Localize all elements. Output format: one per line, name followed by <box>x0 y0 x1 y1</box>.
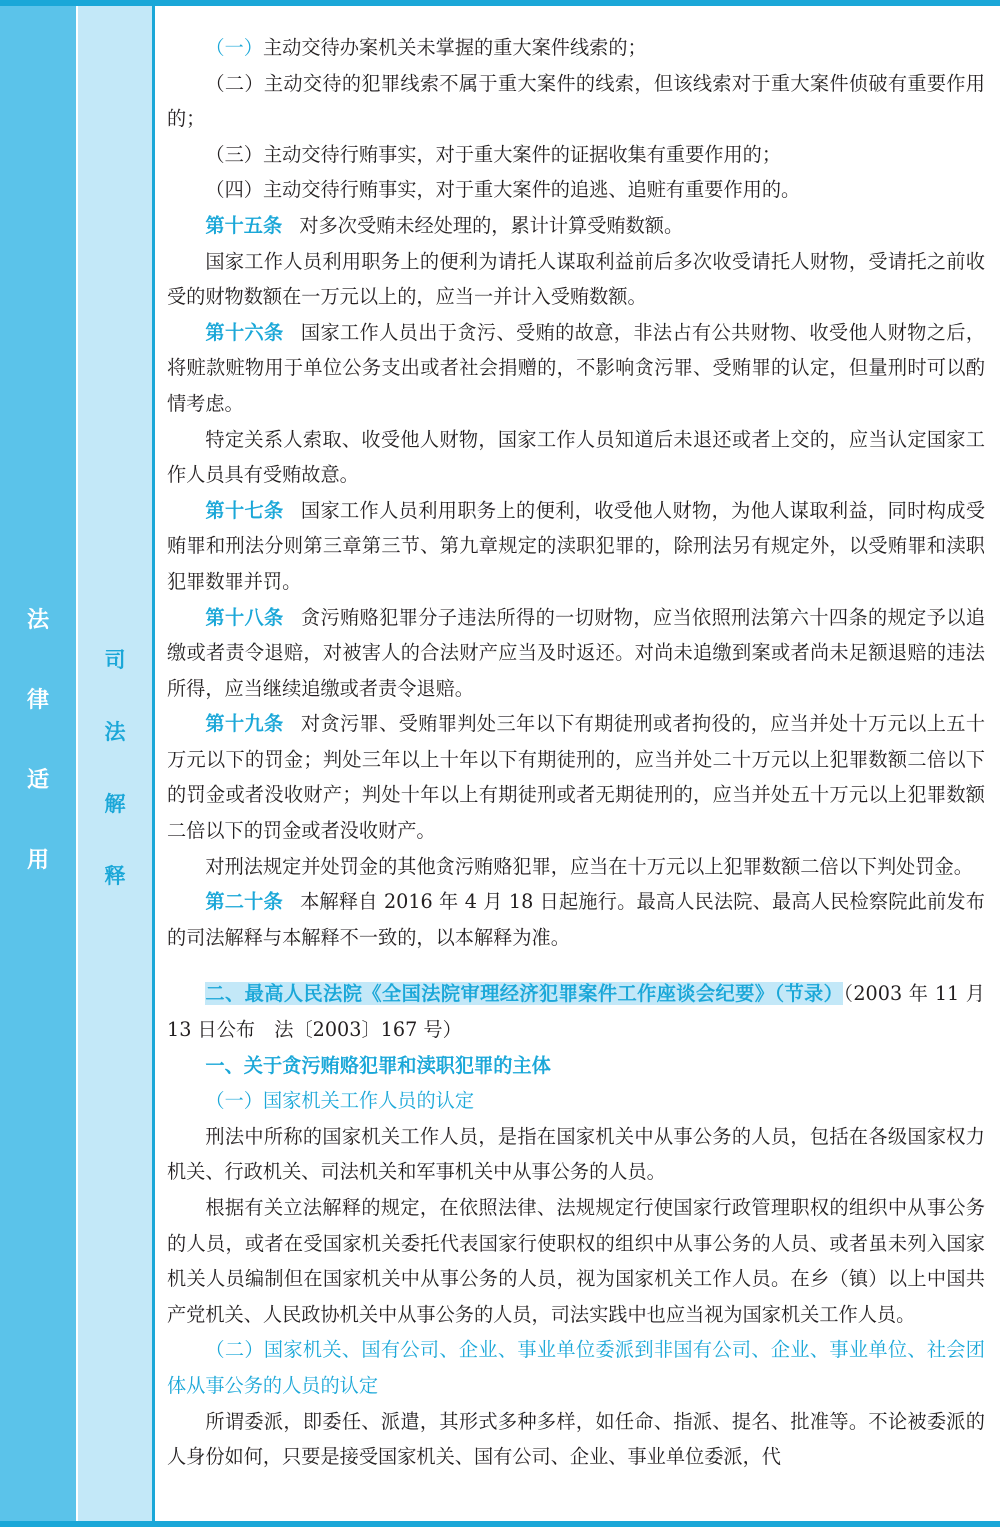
article-text: 本解释自 2016 年 4 月 18 日起施行。最高人民法院、最高人民检察院此前发布的司法解释与本解释不一致的，以本解释为准。 <box>167 890 985 949</box>
sidebar-inner-char: 法 <box>104 720 126 744</box>
paragraph: 所谓委派，即委任、派遣，其形式多种多样，如任命、指派、提名、批准等。不论被委派的人身份如何，只要是接受国家机关、国有公司、企业、事业单位委派，代 <box>167 1409 985 1469</box>
paragraph: 对刑法规定并处罚金的其他贪污贿赂犯罪，应当在十万元以上犯罪数额二倍以下判处罚金。 <box>205 854 973 878</box>
item-text: （二）主动交待的犯罪线索不属于重大案件的线索，但该线索对于重大案件侦破有重要作用的； <box>167 71 985 131</box>
article-title: 第十六条 <box>205 320 284 344</box>
bottom-border <box>0 1521 1000 1527</box>
page-content <box>167 30 985 1475</box>
item-text: （三）主动交待行贿事实，对于重大案件的证据收集有重要作用的； <box>205 142 782 166</box>
sidebar-outer <box>0 6 78 1521</box>
article-title: 第十九条 <box>205 712 284 736</box>
list-item <box>167 172 985 208</box>
sidebar-outer-char: 适 <box>26 768 49 793</box>
article-17 <box>167 493 985 600</box>
article-title: 第十八条 <box>205 605 284 629</box>
subsection-heading: （二）国家机关、国有公司、企业、事业单位委派到非国有公司、企业、事业单位、社会团体从事公务的人员的认定 <box>167 1338 985 1397</box>
article-16 <box>167 315 985 422</box>
article-text: 对贪污罪、受贿罪判处三年以下有期徒刑或者拘役的，应当并处十万元以上五十万元以下的罚金；判处三年以上十年以下有期徒刑的，应当并处二十万元以上犯罪数额二倍以下的罚金或者没收财产；判处十年以上有期徒刑或者无期徒刑的，应当并处五十万元以上犯罪数额二倍以下的罚金或者没收财产。 <box>167 712 986 843</box>
sidebar-inner-char: 释 <box>104 864 126 888</box>
sidebar-outer-label <box>0 606 76 926</box>
item-text: 主动交待办案机关未掌握的重大案件线索的； <box>262 36 647 59</box>
item-text: （四）主动交待行贿事实，对于重大案件的追逃、追赃有重要作用的。 <box>205 178 801 202</box>
article-text: 国家工作人员利用职务上的便利，收受他人财物，为他人谋取利益，同时构成受贿罪和刑法分则第三章第三节、第九章规定的渎职犯罪的，除刑法另有规定外，以受贿罪和渎职犯罪数罪并罚。 <box>167 498 986 593</box>
article-title: 第十五条 <box>205 213 283 237</box>
article-20 <box>167 884 985 955</box>
article-15 <box>167 208 985 244</box>
document-meta: （2003 年 11 月 13 日公布 法〔2003〕167 号） <box>167 982 985 1042</box>
paragraph: 刑法中所称的国家机关工作人员，是指在国家机关中从事公务的人员，包括在各级国家权力机关、行政机关、司法机关和军事机关中从事公务的人员。 <box>167 1124 985 1184</box>
sidebar-inner-label <box>78 646 152 934</box>
list-item <box>167 30 985 66</box>
item-number: （一） <box>205 36 263 59</box>
paragraph: 根据有关立法解释的规定，在依照法律、法规规定行使国家行政管理职权的组织中从事公务的人员，或者在受国家机关委托代表国家行使职权的组织中从事公务的人员、或者虽未列入国家机关人员编制但在国家机关中从事公务的人员，视为国家机关工作人员。在乡（镇）以上中国共产党机关、人民政协机关中从事公务的人员，司法实践中也应当视为国家机关工作人员。 <box>167 1196 985 1326</box>
article-title: 第十七条 <box>205 498 284 522</box>
document-title: 二、最高人民法院《全国法院审理经济犯罪案件工作座谈会纪要》（节录） <box>205 982 844 1006</box>
article-text: 对多次受贿未经处理的，累计计算受贿数额。 <box>299 213 684 237</box>
spacer <box>167 955 985 976</box>
article-18 <box>167 600 985 707</box>
sidebar-inner-char: 解 <box>104 792 126 816</box>
sidebar-inner-char: 司 <box>104 648 126 672</box>
sidebar-outer-char: 用 <box>26 848 49 873</box>
list-item <box>167 137 985 173</box>
article-title: 第二十条 <box>205 890 283 914</box>
paragraph: 国家工作人员利用职务上的便利为请托人谋取利益前后多次收受请托人财物，受请托之前收受的财物数额在一万元以上的，应当一并计入受贿数额。 <box>167 249 985 309</box>
article-text: 国家工作人员出于贪污、受贿的故意，非法占有公共财物、收受他人财物之后，将赃款赃物用于单位公务支出或者社会捐赠的，不影响贪污罪、受贿罪的认定，但量刑时可以酌情考虑。 <box>167 320 986 415</box>
document-heading <box>167 976 985 1047</box>
article-19 <box>167 706 985 848</box>
sidebar-outer-char: 法 <box>26 608 49 633</box>
subsection-heading: （一）国家机关工作人员的认定 <box>205 1089 475 1113</box>
section-heading: 一、关于贪污贿赂犯罪和渎职犯罪的主体 <box>205 1053 551 1077</box>
paragraph: 特定关系人索取、收受他人财物，国家工作人员知道后未退还或者上交的，应当认定国家工作人员具有受贿故意。 <box>167 427 985 487</box>
sidebar-outer-char: 律 <box>26 688 49 713</box>
sidebar-inner <box>78 6 155 1521</box>
list-item <box>167 66 985 137</box>
article-text: 贪污贿赂犯罪分子违法所得的一切财物，应当依照刑法第六十四条的规定予以追缴或者责令退赔，对被害人的合法财产应当及时返还。对尚未追缴到案或者尚未足额退赔的违法所得，应当继续追缴或者责令退赔。 <box>167 605 986 700</box>
